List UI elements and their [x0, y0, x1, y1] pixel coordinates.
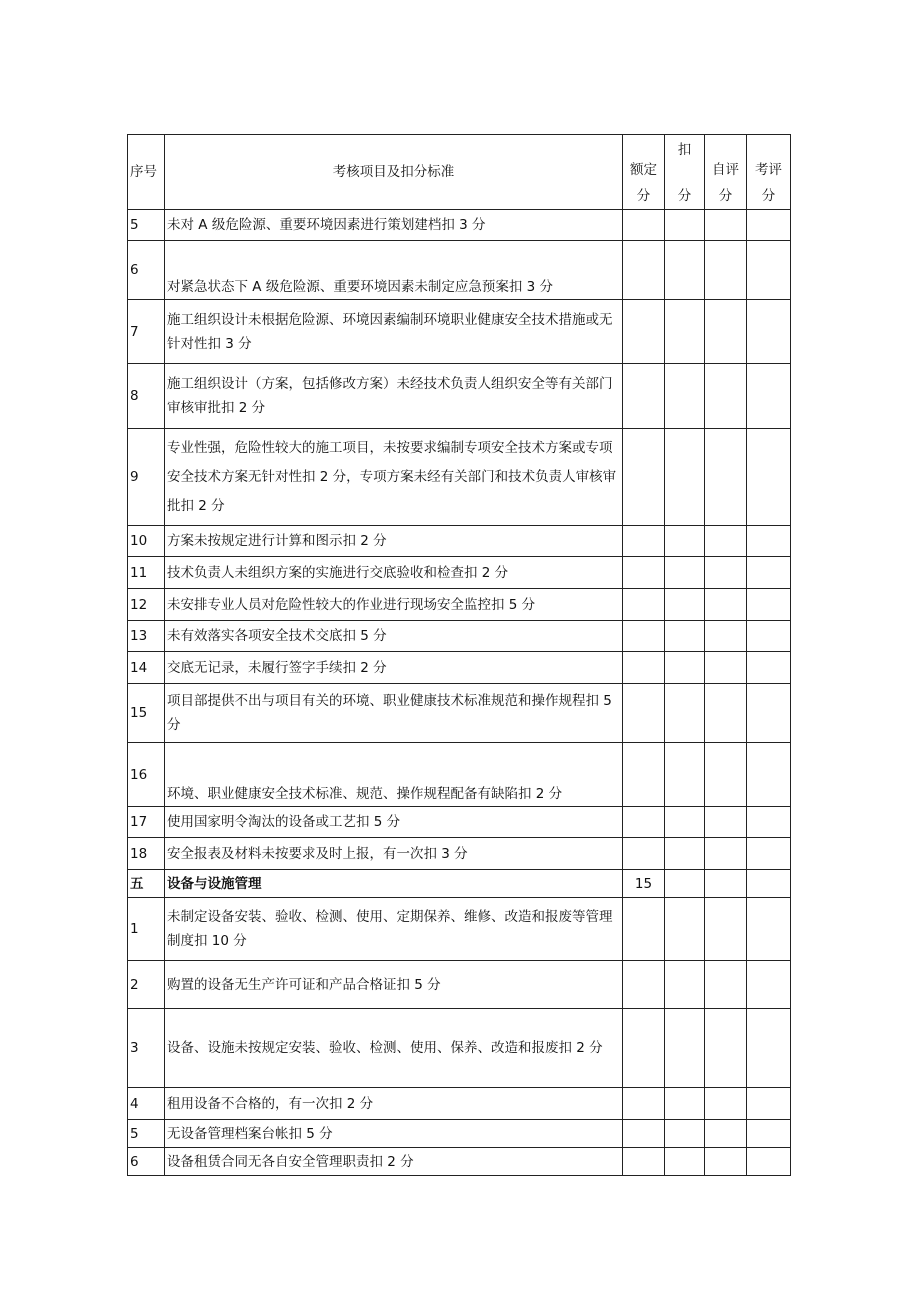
row-deduct	[665, 870, 705, 898]
row-text: 租用设备不合格的，有一次扣 2 分	[165, 1088, 623, 1120]
table-row	[128, 961, 791, 1009]
row-text: 未安排专业人员对危险性较大的作业进行现场安全监控扣 5 分	[165, 589, 623, 621]
row-text: 未对 A 级危险源、重要环境因素进行策划建档扣 3 分	[165, 210, 623, 241]
row-deduct	[665, 961, 705, 1009]
row-exam-score	[747, 1088, 791, 1120]
row-quota	[623, 1148, 665, 1176]
row-deduct	[665, 1148, 705, 1176]
row-deduct	[665, 743, 705, 807]
row-quota	[623, 961, 665, 1009]
row-quota	[623, 557, 665, 589]
row-deduct	[665, 807, 705, 838]
table-row	[128, 557, 791, 589]
table-row	[128, 1009, 791, 1088]
row-self-score	[705, 743, 747, 807]
row-quota	[623, 1088, 665, 1120]
header-deduct	[665, 135, 705, 210]
header-seq: 序号	[128, 135, 165, 210]
header-self	[705, 135, 747, 210]
table-row	[128, 241, 791, 300]
row-exam-score	[747, 961, 791, 1009]
row-number: 17	[128, 807, 165, 838]
header-exam-line2: 分	[761, 188, 776, 204]
row-exam-score	[747, 684, 791, 743]
section-quota: 15	[623, 870, 665, 898]
row-text: 专业性强，危险性较大的施工项目，未按要求编制专项安全技术方案或专项安全技术方案无针对性扣 2 分，专项方案未经有关部门和技术负责人审核审批扣 2 分	[165, 429, 623, 526]
section-row	[128, 870, 791, 898]
row-text: 设备、设施未按规定安装、验收、检测、使用、保养、改造和报废扣 2 分	[165, 1009, 623, 1088]
row-self-score	[705, 1009, 747, 1088]
row-text: 无设备管理档案台帐扣 5 分	[165, 1120, 623, 1148]
table-row	[128, 1148, 791, 1176]
row-text: 施工组织设计未根据危险源、环境因素编制环境职业健康安全技术措施或无针对性扣 3 分	[165, 300, 623, 364]
row-exam-score	[747, 364, 791, 429]
row-text: 设备租赁合同无各自安全管理职责扣 2 分	[165, 1148, 623, 1176]
header-self-line2: 分	[718, 188, 733, 204]
row-text: 购置的设备无生产许可证和产品合格证扣 5 分	[165, 961, 623, 1009]
row-number: 2	[128, 961, 165, 1009]
row-number: 9	[128, 429, 165, 526]
row-text: 项目部提供不出与项目有关的环境、职业健康技术标准规范和操作规程扣 5 分	[165, 684, 623, 743]
row-exam-score	[747, 429, 791, 526]
table-row	[128, 526, 791, 557]
row-deduct	[665, 210, 705, 241]
row-quota	[623, 526, 665, 557]
table-row	[128, 300, 791, 364]
header-exam-line1: 考评	[755, 162, 782, 178]
assessment-table	[127, 134, 791, 1176]
row-deduct	[665, 898, 705, 961]
row-deduct	[665, 838, 705, 870]
table-row	[128, 210, 791, 241]
row-quota	[623, 898, 665, 961]
row-number: 14	[128, 652, 165, 684]
row-deduct	[665, 652, 705, 684]
row-deduct	[665, 621, 705, 652]
row-exam-score	[747, 807, 791, 838]
row-self-score	[705, 870, 747, 898]
row-quota	[623, 838, 665, 870]
table-row	[128, 589, 791, 621]
row-self-score	[705, 300, 747, 364]
row-number: 7	[128, 300, 165, 364]
row-exam-score	[747, 241, 791, 300]
table-row	[128, 838, 791, 870]
row-self-score	[705, 241, 747, 300]
header-quota-line1: 额定	[630, 162, 657, 178]
row-quota	[623, 364, 665, 429]
row-text: 技术负责人未组织方案的实施进行交底验收和检查扣 2 分	[165, 557, 623, 589]
table-row	[128, 1120, 791, 1148]
row-text: 交底无记录，未履行签字手续扣 2 分	[165, 652, 623, 684]
row-deduct	[665, 1009, 705, 1088]
row-exam-score	[747, 1148, 791, 1176]
row-number: 12	[128, 589, 165, 621]
row-quota	[623, 652, 665, 684]
row-exam-score	[747, 621, 791, 652]
row-number: 6	[128, 241, 165, 300]
row-self-score	[705, 652, 747, 684]
table-row	[128, 743, 791, 807]
row-self-score	[705, 589, 747, 621]
row-text: 安全报表及材料未按要求及时上报，有一次扣 3 分	[165, 838, 623, 870]
row-deduct	[665, 364, 705, 429]
row-number: 8	[128, 364, 165, 429]
row-number: 13	[128, 621, 165, 652]
row-quota	[623, 589, 665, 621]
row-exam-score	[747, 652, 791, 684]
row-number: 11	[128, 557, 165, 589]
section-number: 五	[128, 870, 165, 898]
row-quota	[623, 621, 665, 652]
row-self-score	[705, 898, 747, 961]
row-quota	[623, 684, 665, 743]
row-exam-score	[747, 526, 791, 557]
row-quota	[623, 807, 665, 838]
row-number: 16	[128, 743, 165, 807]
table-row	[128, 807, 791, 838]
row-deduct	[665, 1088, 705, 1120]
row-self-score	[705, 557, 747, 589]
row-deduct	[665, 589, 705, 621]
table-row	[128, 1088, 791, 1120]
row-deduct	[665, 557, 705, 589]
row-self-score	[705, 1088, 747, 1120]
row-exam-score	[747, 870, 791, 898]
row-number: 4	[128, 1088, 165, 1120]
row-text: 环境、职业健康安全技术标准、规范、操作规程配备有缺陷扣 2 分	[165, 743, 623, 807]
row-exam-score	[747, 1120, 791, 1148]
row-number: 15	[128, 684, 165, 743]
row-self-score	[705, 807, 747, 838]
header-row	[128, 135, 791, 210]
table-row	[128, 621, 791, 652]
row-deduct	[665, 1120, 705, 1148]
row-deduct	[665, 429, 705, 526]
row-text: 使用国家明令淘汰的设备或工艺扣 5 分	[165, 807, 623, 838]
row-quota	[623, 429, 665, 526]
row-number: 10	[128, 526, 165, 557]
row-number: 3	[128, 1009, 165, 1088]
row-text: 对紧急状态下 A 级危险源、重要环境因素未制定应急预案扣 3 分	[165, 241, 623, 300]
row-quota	[623, 210, 665, 241]
row-exam-score	[747, 557, 791, 589]
table-row	[128, 684, 791, 743]
row-quota	[623, 1009, 665, 1088]
table-row	[128, 429, 791, 526]
row-self-score	[705, 1148, 747, 1176]
row-exam-score	[747, 838, 791, 870]
row-number: 18	[128, 838, 165, 870]
header-exam	[747, 135, 791, 210]
row-number: 6	[128, 1148, 165, 1176]
row-self-score	[705, 961, 747, 1009]
row-quota	[623, 300, 665, 364]
row-exam-score	[747, 743, 791, 807]
row-deduct	[665, 526, 705, 557]
row-self-score	[705, 364, 747, 429]
header-quota-line2: 分	[636, 188, 651, 204]
row-self-score	[705, 621, 747, 652]
row-exam-score	[747, 898, 791, 961]
row-number: 5	[128, 1120, 165, 1148]
row-deduct	[665, 684, 705, 743]
row-text: 施工组织设计（方案，包括修改方案）未经技术负责人组织安全等有关部门审核审批扣 2 分	[165, 364, 623, 429]
section-title: 设备与设施管理	[165, 870, 623, 898]
table-row	[128, 898, 791, 961]
row-number: 5	[128, 210, 165, 241]
header-deduct-line1: 扣	[677, 142, 692, 158]
row-exam-score	[747, 589, 791, 621]
row-text: 方案未按规定进行计算和图示扣 2 分	[165, 526, 623, 557]
row-number: 1	[128, 898, 165, 961]
row-self-score	[705, 1120, 747, 1148]
table-row	[128, 364, 791, 429]
row-self-score	[705, 684, 747, 743]
row-text: 未制定设备安装、验收、检测、使用、定期保养、维修、改造和报废等管理制度扣 10 分	[165, 898, 623, 961]
row-self-score	[705, 210, 747, 241]
row-self-score	[705, 526, 747, 557]
row-deduct	[665, 241, 705, 300]
row-text: 未有效落实各项安全技术交底扣 5 分	[165, 621, 623, 652]
header-item: 考核项目及扣分标准	[165, 135, 623, 210]
row-exam-score	[747, 1009, 791, 1088]
row-self-score	[705, 838, 747, 870]
row-deduct	[665, 300, 705, 364]
header-quota	[623, 135, 665, 210]
row-self-score	[705, 429, 747, 526]
row-exam-score	[747, 210, 791, 241]
header-deduct-line2: 分	[677, 188, 692, 204]
row-quota	[623, 743, 665, 807]
header-self-line1: 自评	[712, 162, 739, 178]
row-exam-score	[747, 300, 791, 364]
row-quota	[623, 1120, 665, 1148]
table-row	[128, 652, 791, 684]
row-quota	[623, 241, 665, 300]
